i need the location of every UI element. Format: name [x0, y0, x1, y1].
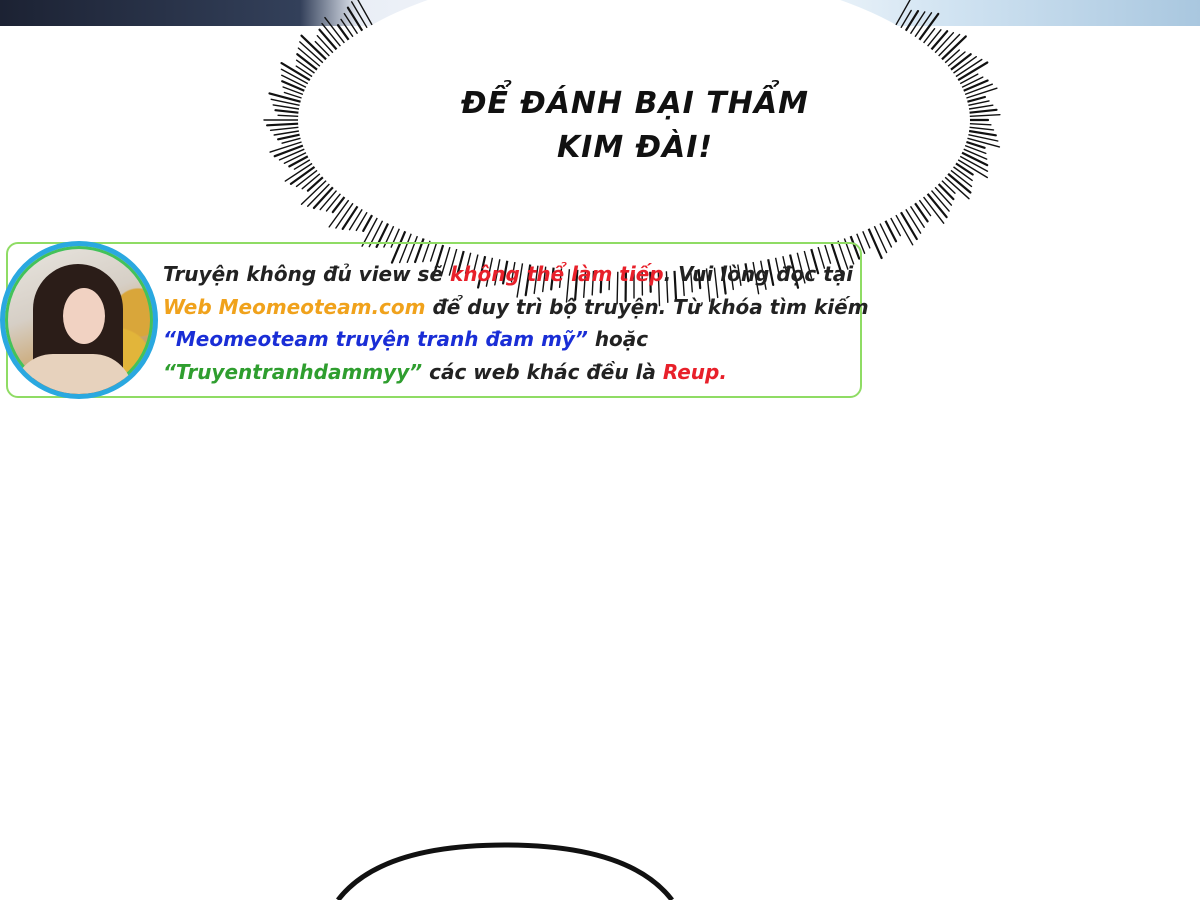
burst-stroke — [333, 197, 345, 212]
burst-stroke — [343, 206, 358, 229]
avatar-face — [63, 288, 105, 344]
burst-stroke — [315, 42, 329, 56]
burst-stroke — [271, 127, 299, 130]
search-keyword-1: “Meomeoteam truyện tranh đam mỹ” — [163, 327, 588, 351]
avatar-sweater — [13, 354, 133, 399]
burst-stroke — [970, 110, 997, 113]
burst-stroke — [289, 156, 308, 166]
burst-stroke — [863, 231, 870, 248]
burst-stroke — [969, 105, 993, 109]
speech-bubble-text — [450, 82, 820, 170]
burst-stroke — [968, 97, 985, 102]
search-keyword-2: “Truyentranhdammyy” — [163, 359, 423, 384]
speech-line-1: ĐỂ ĐÁNH BẠI THẨM — [461, 86, 809, 121]
translator-notice-text — [163, 258, 869, 388]
burst-stroke — [945, 50, 959, 63]
burst-stroke — [278, 135, 300, 140]
website-link[interactable]: Web Meomeoteam.com — [163, 294, 426, 319]
burst-stroke — [969, 131, 996, 135]
burst-stroke — [267, 124, 298, 126]
burst-stroke — [932, 31, 948, 49]
burst-stroke — [869, 229, 882, 258]
burst-stroke — [962, 77, 983, 87]
burst-stroke — [915, 203, 928, 221]
notice-line-2 — [163, 291, 869, 324]
speech-line-2: KIM ĐÀI! — [556, 130, 714, 165]
next-speech-bubble-edge — [338, 845, 672, 900]
burst-stroke — [273, 105, 299, 109]
burst-stroke — [911, 12, 925, 34]
burst-stroke — [274, 131, 299, 135]
burst-stroke — [960, 74, 978, 84]
burst-stroke — [968, 138, 1000, 147]
burst-stroke — [956, 164, 973, 175]
burst-stroke — [967, 88, 997, 98]
burst-stroke — [942, 181, 955, 194]
burst-stroke — [906, 11, 918, 31]
burst-stroke — [348, 8, 362, 31]
notice-text-segment: hoặc — [587, 327, 649, 351]
notice-text-segment: Truyện không đủ view sẽ — [163, 262, 450, 286]
avatar — [0, 241, 158, 399]
burst-stroke — [327, 194, 341, 211]
burst-stroke — [970, 127, 994, 130]
burst-stroke — [964, 81, 988, 91]
burst-stroke — [911, 206, 925, 227]
burst-stroke — [308, 177, 323, 190]
notice-warning-text: không thể làm tiếp — [450, 262, 664, 286]
burst-stroke — [352, 2, 367, 28]
burst-stroke — [901, 212, 917, 239]
notice-line-4 — [163, 356, 863, 389]
burst-stroke — [341, 19, 353, 36]
burst-stroke — [282, 138, 300, 143]
burst-stroke — [296, 66, 312, 76]
notice-text-segment: để duy trì bộ truyện. Từ khóa tìm kiếm — [425, 294, 869, 319]
notice-text-segment: . Vui lòng đọc tại — [663, 262, 854, 286]
burst-stroke — [928, 30, 941, 46]
notice-text-segment: các web khác đều là — [422, 359, 663, 384]
burst-stroke — [906, 209, 921, 233]
notice-line-1 — [163, 258, 863, 291]
burst-stroke — [970, 124, 991, 125]
burst-stroke — [939, 184, 954, 199]
burst-stroke — [350, 209, 363, 229]
burst-stroke — [344, 14, 357, 34]
burst-stroke — [278, 115, 298, 116]
burst-stroke — [970, 115, 1000, 117]
notice-line-3 — [163, 323, 863, 356]
burst-stroke — [275, 146, 303, 157]
reup-warning-text: Reup. — [662, 359, 727, 384]
burst-stroke — [317, 36, 333, 53]
burst-stroke — [276, 110, 299, 113]
burst-stroke — [282, 81, 304, 91]
